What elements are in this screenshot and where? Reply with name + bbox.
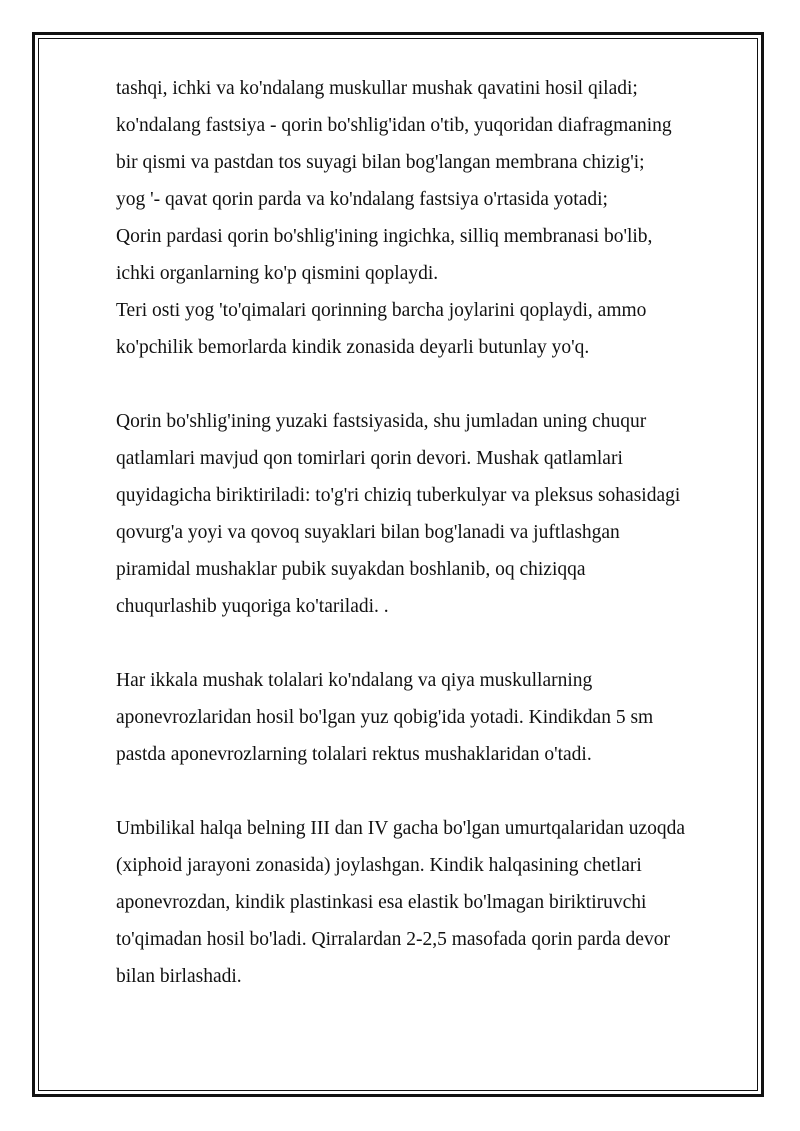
- document-body: [116, 70, 736, 995]
- text-line: tashqi, ichki va ko'ndalang muskullar mushak qavatini hosil qiladi;: [116, 78, 638, 99]
- paragraph-gap: [116, 366, 736, 403]
- text-line: Qorin pardasi qorin bo'shlig'ining ingichka, silliq membranasi bo'lib,: [116, 226, 653, 247]
- text-line: piramidal mushaklar pubik suyakdan boshlanib, oq chiziqqa: [116, 559, 586, 580]
- paragraph-gap: [116, 625, 736, 662]
- text-line: Teri osti yog 'to'qimalari qorinning barcha joylarini qoplaydi, ammo: [116, 300, 647, 321]
- text-line: qatlamlari mavjud qon tomirlari qorin devori. Mushak qatlamlari: [116, 448, 623, 469]
- text-line: ko'pchilik bemorlarda kindik zonasida deyarli butunlay yo'q.: [116, 337, 590, 358]
- text-line: ichki organlarning ko'p qismini qoplaydi.: [116, 263, 439, 284]
- paragraph-2: [116, 403, 736, 625]
- paragraph-gap: [116, 773, 736, 810]
- text-line: ko'ndalang fastsiya - qorin bo'shlig'idan o'tib, yuqoridan diafragmaning: [116, 115, 672, 136]
- text-line: qovurg'a yoyi va qovoq suyaklari bilan bog'lanadi va juftlashgan: [116, 522, 620, 543]
- paragraph-4: [116, 810, 736, 995]
- paragraph-3: [116, 662, 736, 773]
- text-line: (xiphoid jarayoni zonasida) joylashgan. Kindik halqasining chetlari: [116, 855, 642, 876]
- text-line: Har ikkala mushak tolalari ko'ndalang va qiya muskullarning: [116, 670, 593, 691]
- text-line: bilan birlashadi.: [116, 966, 242, 987]
- text-line: aponevrozlaridan hosil bo'lgan yuz qobig'ida yotadi. Kindikdan 5 sm: [116, 707, 654, 728]
- text-line: Umbilikal halqa belning III dan IV gacha bo'lgan umurtqalaridan uzoqda: [116, 818, 686, 839]
- text-line: chuqurlashib yuqoriga ko'tariladi. .: [116, 596, 389, 617]
- text-line: aponevrozdan, kindik plastinkasi esa elastik bo'lmagan biriktiruvchi: [116, 892, 647, 913]
- paragraph-1: [116, 70, 736, 366]
- text-line: quyidagicha biriktiriladi: to'g'ri chiziq tuberkulyar va pleksus sohasidagi: [116, 485, 681, 506]
- text-line: bir qismi va pastdan tos suyagi bilan bog'langan membrana chizig'i;: [116, 152, 645, 173]
- text-line: to'qimadan hosil bo'ladi. Qirralardan 2-2,5 masofada qorin parda devor: [116, 929, 670, 950]
- text-line: pastda aponevrozlarning tolalari rektus mushaklaridan o'tadi.: [116, 744, 592, 765]
- text-line: yog '- qavat qorin parda va ko'ndalang fastsiya o'rtasida yotadi;: [116, 189, 608, 210]
- text-line: Qorin bo'shlig'ining yuzaki fastsiyasida, shu jumladan uning chuqur: [116, 411, 647, 432]
